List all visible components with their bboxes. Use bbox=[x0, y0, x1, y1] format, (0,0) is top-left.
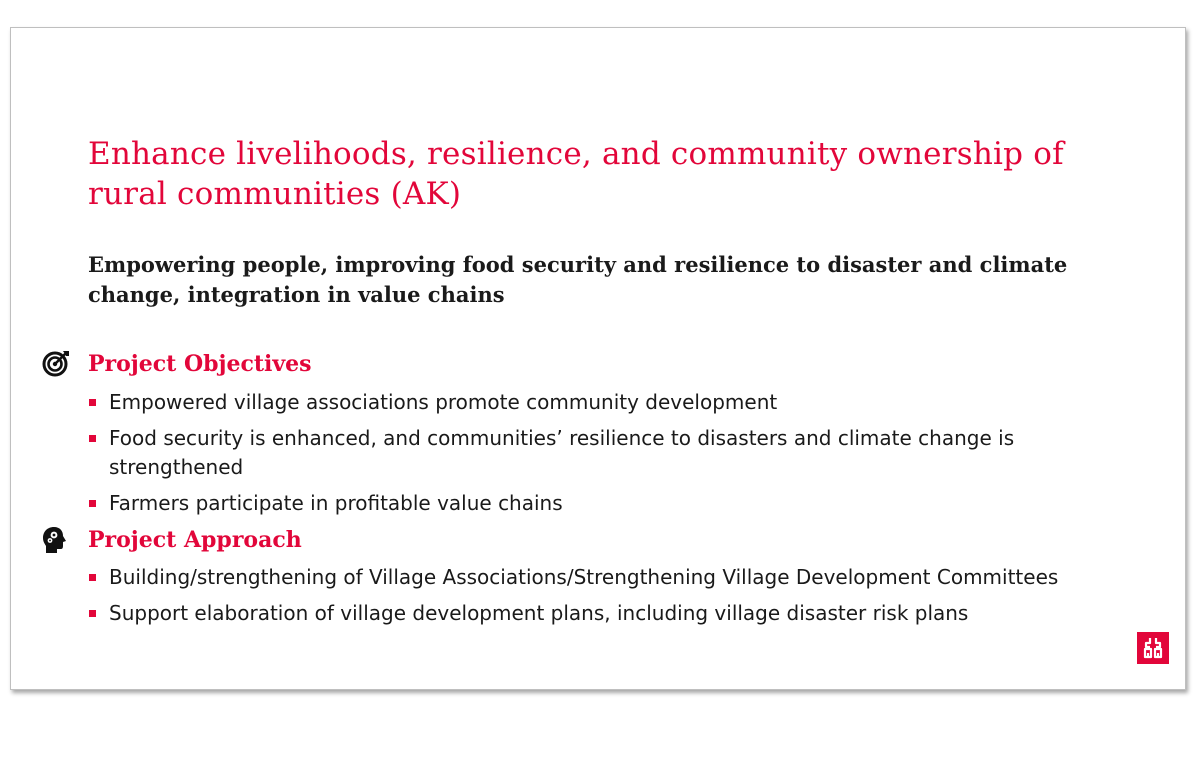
list-item bbox=[88, 388, 1128, 417]
bullet-marker bbox=[89, 399, 96, 406]
bullet-text: Food security is enhanced, and communities’ resilience to disasters and climate change is strengthened bbox=[109, 426, 1015, 479]
list-item bbox=[88, 489, 1128, 518]
target-icon bbox=[41, 348, 71, 378]
bullet-text: Building/strengthening of Village Associations/Strengthening Village Development Committees bbox=[109, 565, 1059, 589]
bullet-marker bbox=[89, 574, 96, 581]
bullet-text: Empowered village associations promote community development bbox=[109, 390, 778, 414]
bullet-marker bbox=[89, 610, 96, 617]
section-heading-objectives: Project Objectives bbox=[88, 351, 312, 377]
bullet-text: Farmers participate in profitable value chains bbox=[109, 491, 563, 515]
slide bbox=[10, 27, 1186, 690]
slide-subtitle: Empowering people, improving food security and resilience to disaster and climate change, integration in value chains bbox=[88, 252, 1068, 307]
bullet-marker bbox=[89, 500, 96, 507]
list-item bbox=[88, 599, 1128, 628]
list-item bbox=[88, 424, 1128, 482]
list-item bbox=[88, 563, 1128, 592]
slide-title: Enhance livelihoods, resilience, and community ownership of rural communities (AK) bbox=[88, 136, 1064, 212]
head-gears-icon bbox=[41, 525, 71, 555]
bullet-marker bbox=[89, 435, 96, 442]
objectives-list bbox=[88, 388, 1128, 525]
approach-list bbox=[88, 563, 1128, 635]
brand-logo-icon bbox=[1137, 632, 1169, 664]
section-heading-approach: Project Approach bbox=[88, 527, 302, 553]
bullet-text: Support elaboration of village development plans, including village disaster risk plans bbox=[109, 601, 969, 625]
